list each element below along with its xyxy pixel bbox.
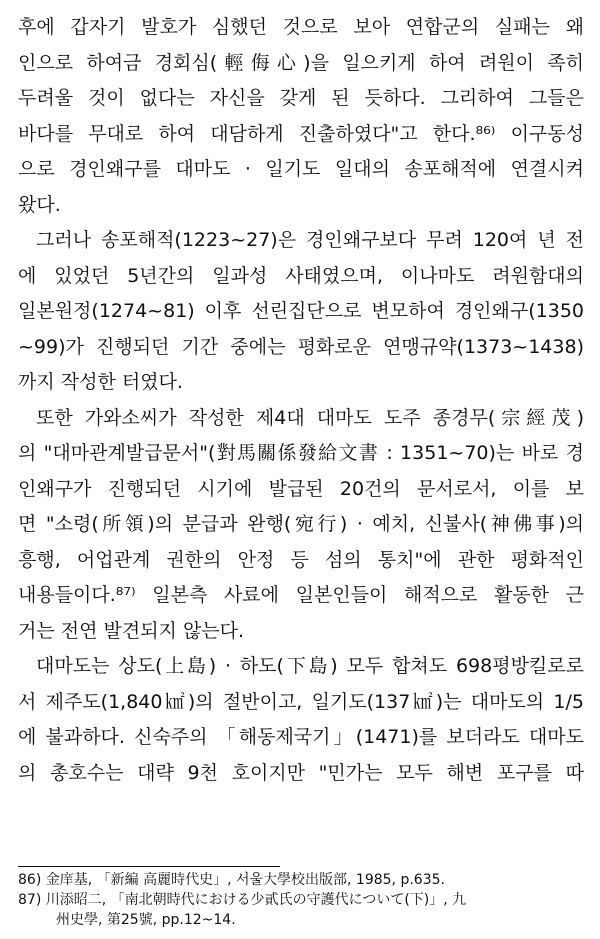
body-text [18,10,584,791]
body-line: 그러나 송포해적(1223~27)은 경인왜구보다 무려 120여 년 전 [36,229,584,251]
body-line: 까지 작성한 터였다. [18,371,183,393]
body-line: 의 총호수는 대략 9천 호이지만 "민가는 모두 해변 포구를 따 [18,761,584,784]
body-line: 일본원정(1274~81) 이후 선린집단으로 변모하여 경인왜구(1350 [18,300,584,322]
body-line: 서 제주도(1,840㎢)의 절반이고, 일기도(137㎢)는 대마도의 1/5 [18,690,584,713]
body-line: 대마도는 상도(上島) · 하도(下島) 모두 합쳐도 698평방킬로로 [36,655,584,677]
footnotes [18,870,584,930]
body-line: 인왜구가 진행되던 시기에 발급된 20건의 문서로서, 이를 보 [18,477,584,500]
footnote-divider [18,866,280,867]
body-line: 에 있었던 5년간의 일과성 사태였으며, 이나마도 려원함대의 [18,264,584,287]
body-line: 후에 갑자기 발호가 심했던 것으로 보아 연합군의 실패는 왜 [18,16,584,38]
body-line: 의 "대마관계발급문서"(對馬關係發給文書 : 1351~70)는 바로 경 [18,442,584,464]
footnote: 86) 金庠基, 「新編 高麗時代史」, 서울大學校出版部, 1985, p.635. [18,872,445,888]
body-line: 또한 가와소씨가 작성한 제4대 대마도 도주 종경무(宗經茂) [36,406,584,429]
footnote: 87) 川添昭二, 「南北朝時代における少貳氏の守護代について(下)」, 九 [18,892,467,908]
body-line: 흥행, 어업관계 권한의 안정 등 섬의 통치"에 관한 평화적인 [18,548,584,571]
body-line: 내용들이다.⁸⁷⁾ 일본측 사료에 일본인들이 해적으로 활동한 근 [18,584,584,606]
body-line: 왔다. [18,193,61,216]
body-line: 바다를 무대로 하여 대담하게 진출하였다"고 한다.⁸⁶⁾ 이구동성 [18,122,584,145]
body-line: ~99)가 진행되던 기간 중에는 평화로운 연맹규약(1373~1438) [18,335,584,358]
body-line: 두려울 것이 없다는 자신을 갖게 된 듯하다. 그리하여 그들은 [18,87,584,109]
body-line: 인으로 하여금 경회심(輕侮心)을 일으키게 하여 려원이 족히 [18,51,584,74]
body-line: 면 "소령(所領)의 분급과 완행(宛行) · 예치, 신불사(神佛事)의 [18,513,584,535]
body-line: 으로 경인왜구를 대마도 · 일기도 일대의 송포해적에 연결시켜 [18,158,584,180]
body-line: 거는 전연 발견되지 않는다. [18,619,245,642]
footnote-continuation: 州史學, 第25號, pp.12~14. [56,912,236,928]
body-line: 에 불과하다. 신숙주의 「해동제국기」(1471)를 보더라도 대마도 [18,726,584,748]
